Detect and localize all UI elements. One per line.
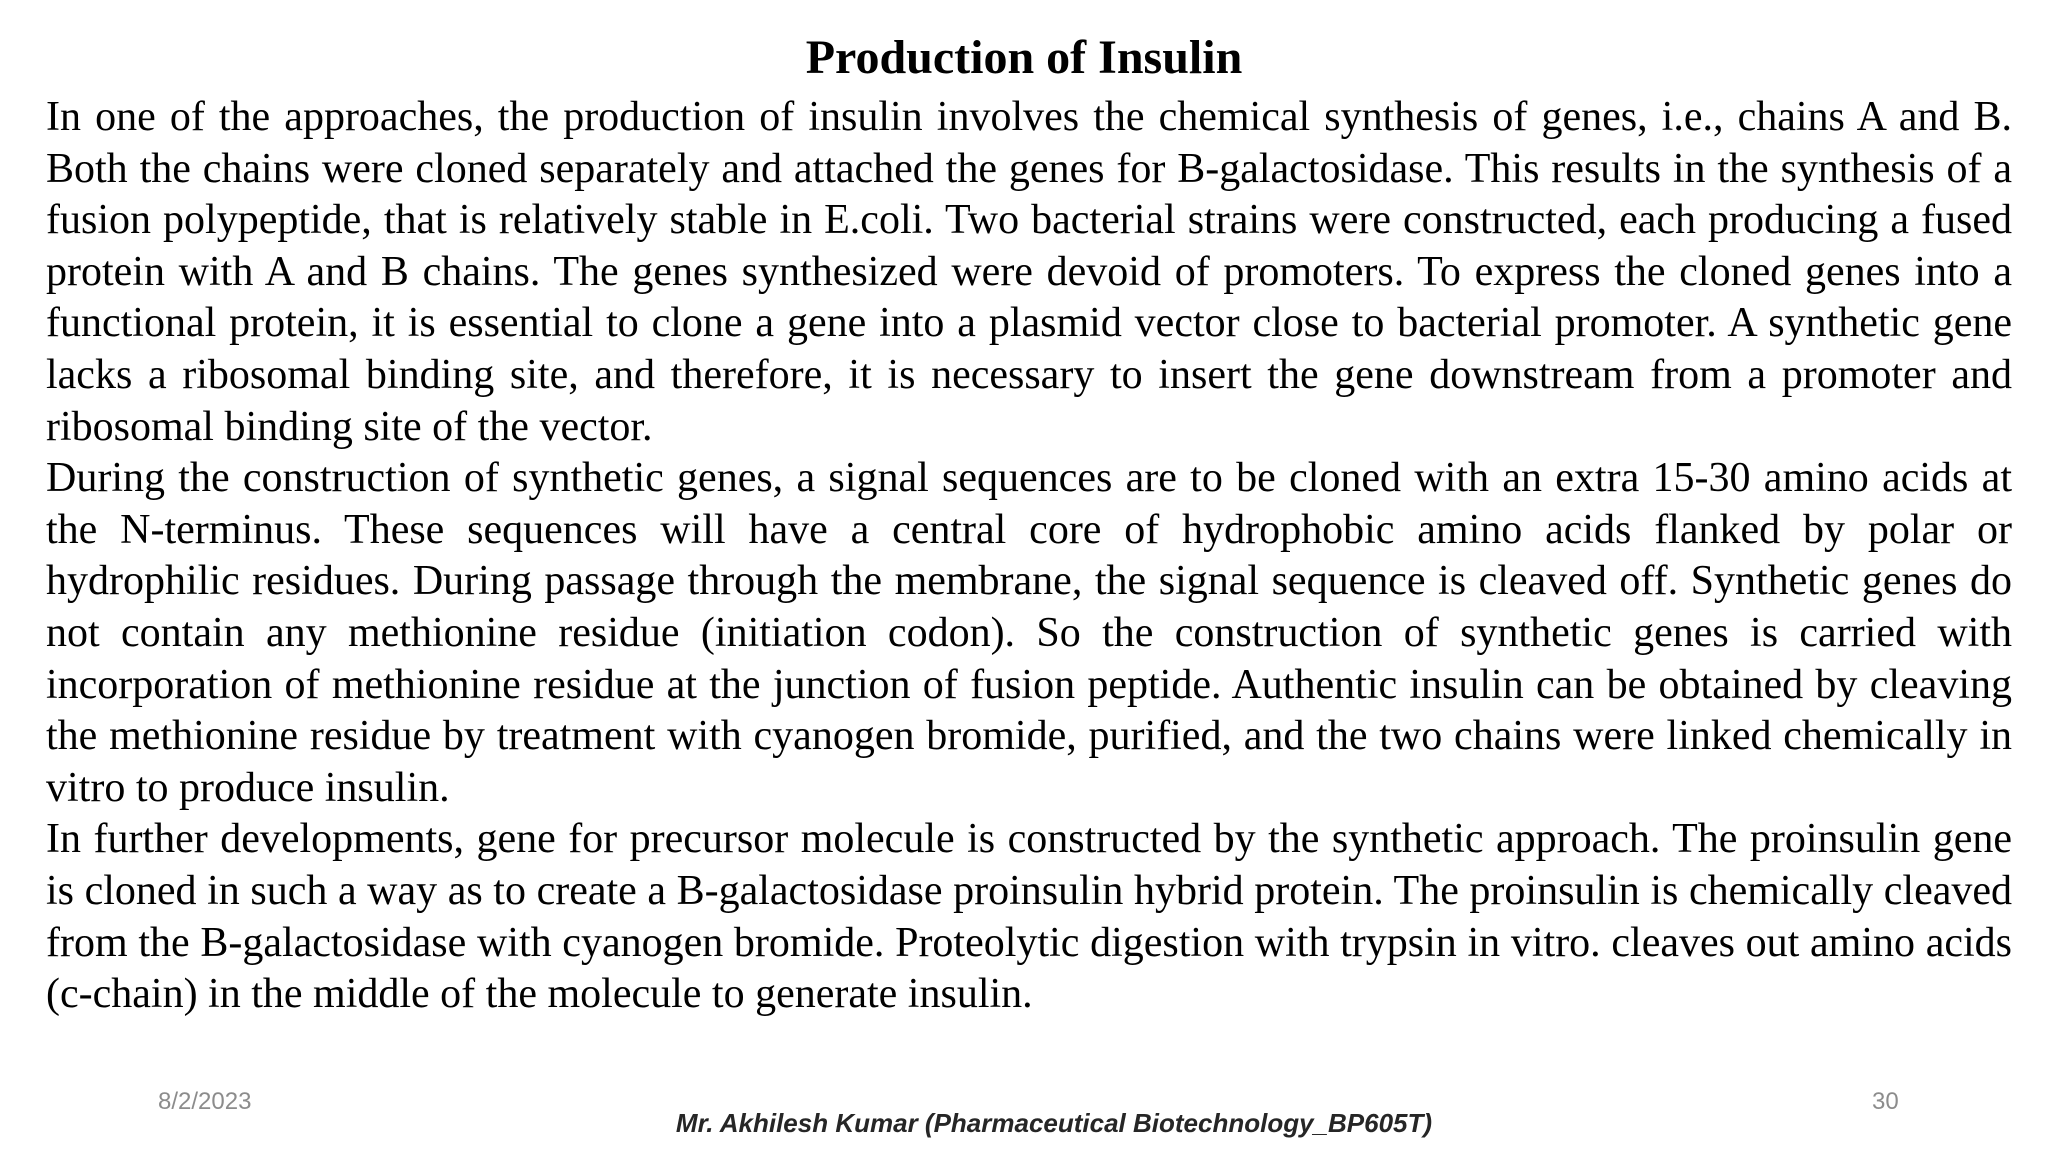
paragraph-3: In further developments, gene for precursor molecule is constructed by the synthetic approach. The proinsulin gene is cloned in such a way as to create a B-galactosidase proinsulin hybrid protein. The proinsulin is chemically cleaved from the B-galactosidase with cyanogen bromide. Proteolytic digestion with trypsin in vitro. cleaves out amino acids (c-chain) in the middle of the molecule to generate insulin.	[46, 816, 2012, 1018]
footer-author: Mr. Akhilesh Kumar (Pharmaceutical Biotechnology_BP605T)	[675, 1108, 1433, 1138]
paragraph-2: During the construction of synthetic genes, a signal sequences are to be cloned with an extra 15-30 amino acids at the N-terminus. These sequences will have a central core of hydrophobic amino acids flanked by polar or hydrophilic residues. During passage through the membrane, the signal sequence is cleaved off. Synthetic genes do not contain any methionine residue (initiation codon). So the construction of synthetic genes is carried with incorporation of methionine residue at the junction of fusion peptide. Authentic insulin can be obtained by cleaving the methionine residue by treatment with cyanogen bromide, purified, and the two chains were linked chemically in vitro to produce insulin.	[46, 455, 2012, 811]
footer-date: 8/2/2023	[158, 1088, 252, 1115]
paragraph-1: In one of the approaches, the production of insulin involves the chemical synthesis of genes, i.e., chains A and B. Both the chains were cloned separately and attached the genes for B-galactosidase. This results in the synthesis of a fusion polypeptide, that is relatively stable in E.coli. Two bacterial strains were constructed, each producing a fused protein with A and B chains. The genes synthesized were devoid of promoters. To express the cloned genes into a functional protein, it is essential to clone a gene into a plasmid vector close to bacterial promoter. A synthetic gene lacks a ribosomal binding site, and therefore, it is necessary to insert the gene downstream from a promoter and ribosomal binding site of the vector.	[46, 94, 2012, 450]
slide-body	[46, 92, 2012, 1021]
slide-title: Production of Insulin	[805, 31, 1243, 84]
footer-page-number: 30	[1872, 1088, 1899, 1115]
